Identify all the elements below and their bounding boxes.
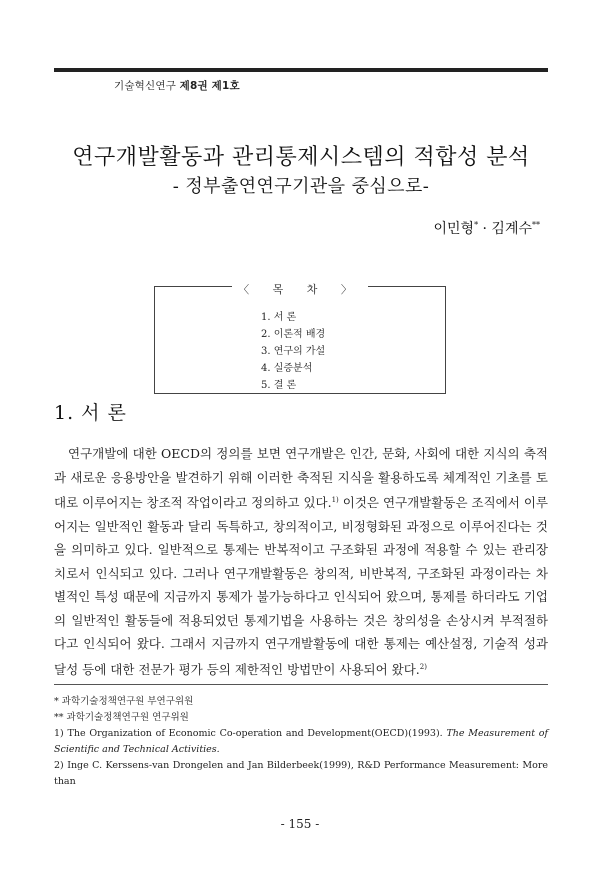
author-name: 김계수 — [491, 221, 532, 237]
body-paragraph — [54, 442, 548, 681]
body-text-segment: 이것은 연구개발활동은 조직에서 이루어지는 일반적인 활동과 달리 독특하고, 창의적이고, 비정형화된 과정으로 이루어진다는 것을 의미하고 있다. 일반적으로 통제는 반복적이고 구조화된 과정에 적용할 수 있는 관리장치로서 인식되고 있다. 그러나 연구개발활동은 창의적, 비반복적, 구조화된 과정이라는 차별적인 특성 때문에 지금까지 통제가 불가능하다고 인식되어 왔으며, 통제를 하더라도 기업의 일반적인 활동들에 적용되었던 통제기법을 사용하는 것은 창의성을 손상시켜 부적절하다고 인식되어 왔다. 그래서 지금까지 연구개발활동에 대한 통제는 예산설정, 기술적 성과달성 등에 대한 전문가 평가 등의 제한적인 방법만이 사용되어 왔다. — [54, 495, 548, 677]
footnote-number: 2) — [54, 760, 64, 771]
footnote-ref[interactable]: 2) — [419, 662, 427, 671]
toc-item: 2. 이론적 배경 — [261, 329, 326, 340]
footnotes — [54, 694, 548, 790]
body-text — [54, 442, 548, 681]
footnote-reference — [54, 726, 548, 758]
footnote-affiliation: ** 과학기술정책연구원 연구위원 — [54, 712, 189, 723]
toc-item: 1. 서 론 — [261, 312, 297, 323]
journal-name: 기술혁신연구 — [114, 80, 177, 92]
journal-volume-issue: 제8권 제1호 — [179, 80, 240, 92]
author-mark: ** — [532, 220, 540, 230]
table-of-contents — [154, 283, 446, 394]
toc-title: 〈 목 차 〉 — [232, 283, 368, 296]
footnote-italic-title: The Measurement of Scientific and Technical Activities. — [54, 728, 548, 755]
footnote-text: The Organization of Economic Co-operation and Development(OECD)(1993). — [67, 728, 443, 739]
toc-item: 5. 결 론 — [261, 380, 297, 391]
paper-subtitle: - 정부출연연구기관을 중심으로- — [172, 176, 430, 197]
toc-item: 4. 실증분석 — [261, 363, 313, 374]
footnote-divider — [54, 684, 548, 685]
footnote-ref[interactable]: 1) — [331, 496, 339, 504]
journal-running-head — [114, 78, 240, 93]
footnote-affiliation: * 과학기술정책연구원 부연구위원 — [54, 696, 194, 707]
body-text-segment: 연구개발에 대한 OECD의 정의를 보면 연구개발은 인간, 문화, 사회에 대한 지식의 축적과 새로운 응용방안을 발견하기 위해 이러한 축적된 지식을 활용하도록 체계적인 기초를 토대로 이루어지는 창조적 작업이라고 정의하고 있다. — [54, 446, 548, 511]
footnote-text: Inge C. Kerssens-van Drongelen and Jan Bilderbeek(1999), R&D Performance Measurement: More than — [54, 760, 548, 787]
toc-list — [261, 309, 325, 394]
footnote-reference — [54, 758, 548, 790]
author-line — [433, 218, 540, 238]
footnote-number: 1) — [54, 728, 64, 739]
author-name: 이민형 — [433, 221, 475, 237]
paper-title: 연구개발활동과 관리통제시스템의 적합성 분석 — [72, 145, 530, 170]
header-rule — [54, 68, 548, 72]
author-mark: * — [474, 220, 479, 230]
section-heading: 1. 서 론 — [54, 402, 127, 424]
author-separator: · — [478, 221, 492, 237]
toc-item: 3. 연구의 가설 — [261, 346, 326, 357]
page-number: - 155 - — [280, 817, 320, 831]
journal-header — [54, 68, 548, 92]
